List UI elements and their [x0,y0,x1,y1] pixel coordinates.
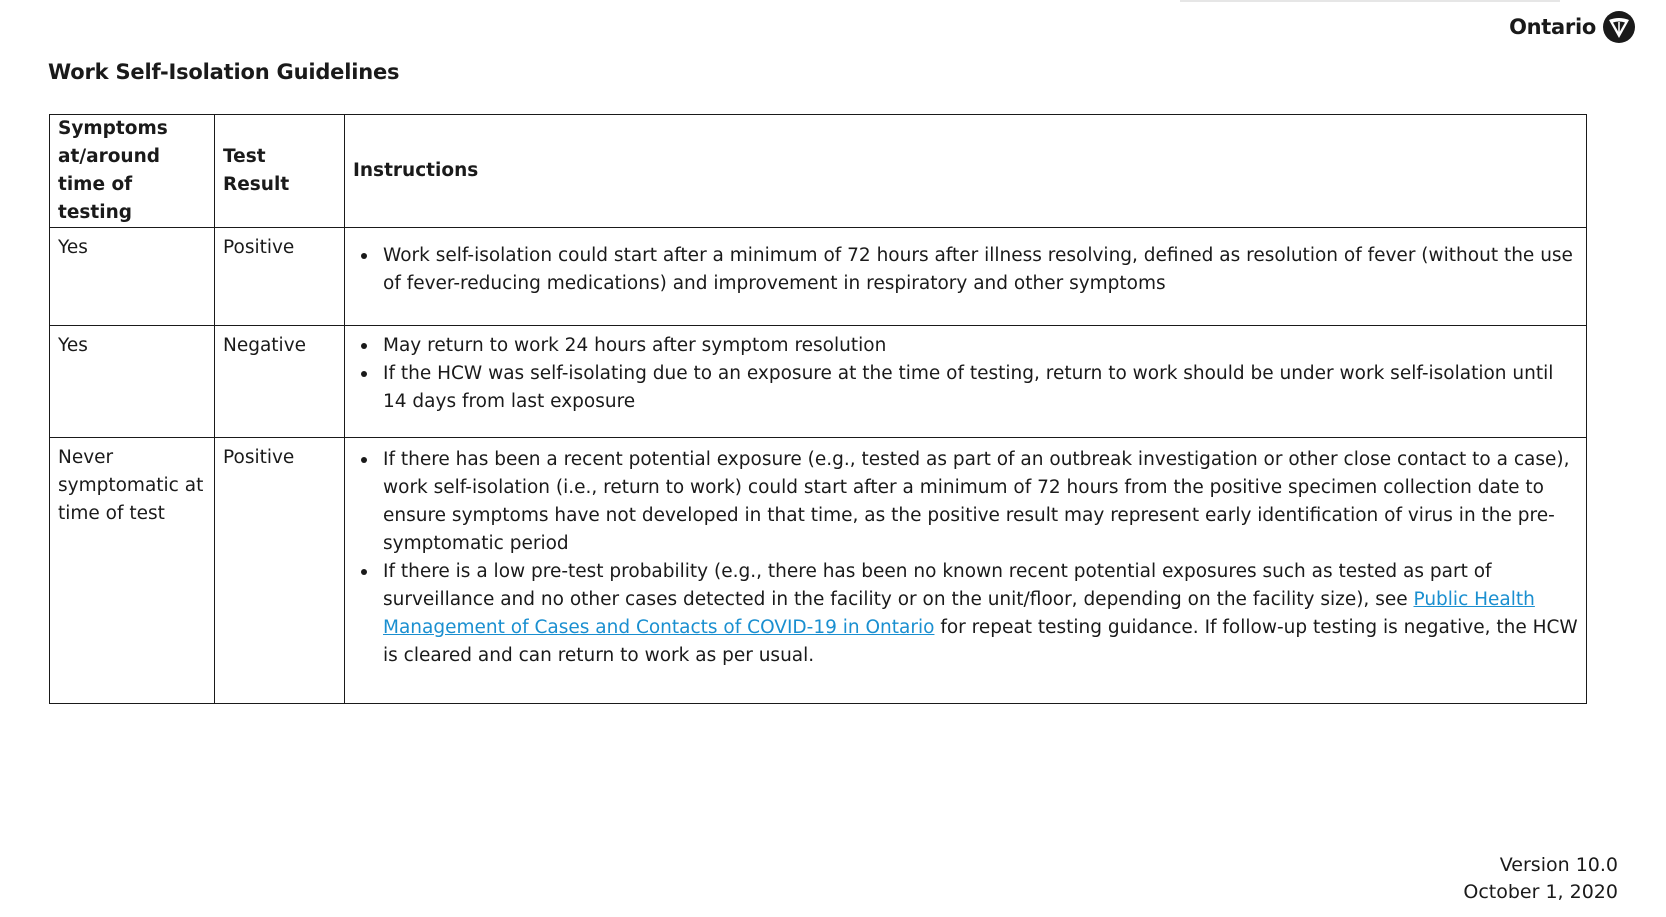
instruction-item: May return to work 24 hours after symptom resolution [383,332,1578,360]
test-result-cell: Positive [215,438,345,704]
instruction-item: If the HCW was self-isolating due to an exposure at the time of testing, return to work should be under work self-isolation until 14 days from last exposure [383,360,1578,416]
instructions-cell [345,326,1587,438]
column-header-symptoms: Symptoms at/around time of testing [50,115,215,228]
table-row [50,326,1587,438]
version-info [1463,852,1618,906]
table-header-row [50,115,1587,228]
table-row [50,228,1587,326]
public-health-management-link[interactable]: Public Health Management of Cases and Contacts of COVID-19 in Ontario [383,589,1535,638]
instructions-list [353,242,1578,298]
test-result-cell: Positive [215,228,345,326]
test-result-cell: Negative [215,326,345,438]
instructions-list [353,332,1578,416]
symptoms-cell: Yes [50,326,215,438]
table-row [50,438,1587,704]
ontario-logo [1509,10,1636,44]
brand-wordmark: Ontario [1509,15,1596,39]
version-number: Version 10.0 [1499,854,1618,876]
column-header-instructions: Instructions [345,115,1587,228]
symptoms-cell: Never symptomatic at time of test [50,438,215,704]
instruction-item: If there has been a recent potential exposure (e.g., tested as part of an outbreak investigation or other close contact to a case), work self-isolation (i.e., return to work) could start after a minimum of 72 hours from the positive specimen collection date to ensure symptoms have not developed in that time, as the positive result may represent early identification of virus in the pre-symptomatic period [383,446,1578,558]
version-date: October 1, 2020 [1463,881,1618,903]
instructions-list [353,446,1578,670]
instruction-item: Work self-isolation could start after a minimum of 72 hours after illness resolving, defined as resolution of fever (without the use of fever-reducing medications) and improvement in respiratory and other symptoms [383,242,1578,298]
instruction-text: for repeat testing guidance. If follow-up testing is negative, the HCW is cleared and can return to work as per usual. [383,617,1578,666]
instructions-cell [345,438,1587,704]
top-rule [1180,0,1560,2]
guidelines-table [49,114,1587,704]
symptoms-cell: Yes [50,228,215,326]
instruction-text: If there is a low pre-test probability (e.g., there has been no known recent potential exposures such as tested as part of surveillance and no other cases detected in the facility or on the unit/floor, depending on the facility size), see [383,561,1492,610]
instruction-item-with-link [383,558,1578,670]
instructions-cell [345,228,1587,326]
column-header-test-result: Test Result [215,115,345,228]
page-title: Work Self-Isolation Guidelines [48,60,400,84]
trillium-icon [1602,10,1636,44]
